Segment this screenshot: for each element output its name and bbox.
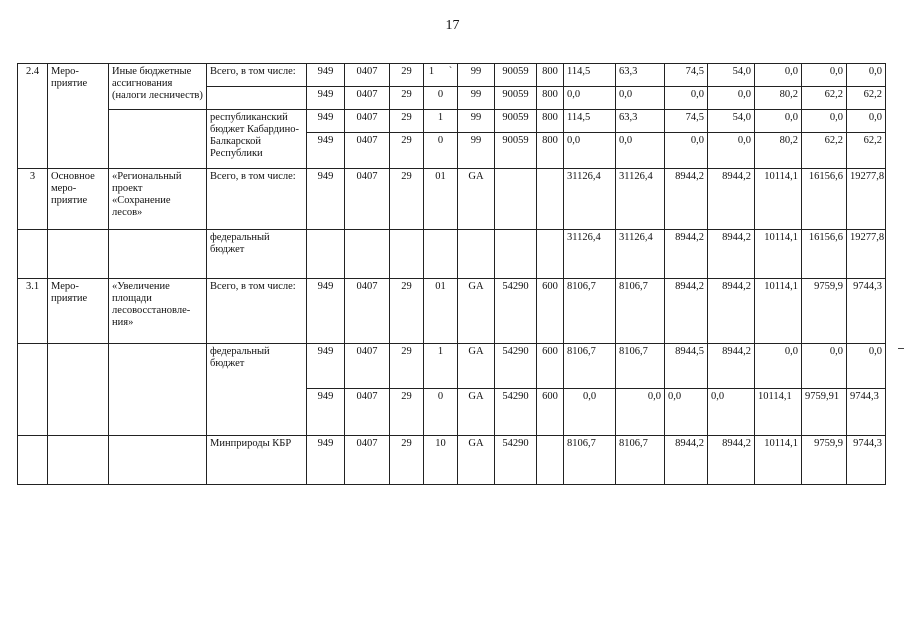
- table-row: [18, 230, 886, 279]
- value-cell: 9744,3: [847, 279, 886, 344]
- code-cell: 800: [537, 110, 564, 133]
- value-cell: 0,0: [616, 389, 665, 436]
- code-cell: 29: [390, 110, 424, 133]
- value-cell: 31126,4: [616, 230, 665, 279]
- code-cell: 0407: [345, 64, 390, 87]
- code-cell: GA: [458, 344, 495, 389]
- value-cell: 8944,2: [708, 169, 755, 230]
- value-cell: 63,3: [616, 110, 665, 133]
- code-cell: [307, 230, 345, 279]
- value-cell: 54,0: [708, 64, 755, 87]
- table-row: [18, 436, 886, 485]
- code-cell: 90059: [495, 133, 537, 169]
- value-cell: 80,2: [755, 133, 802, 169]
- code-cell: [495, 169, 537, 230]
- code-cell: 949: [307, 436, 345, 485]
- value-cell: 62,2: [847, 87, 886, 110]
- code-cell: 29: [390, 279, 424, 344]
- code-cell: 600: [537, 389, 564, 436]
- code-value: 1: [428, 66, 435, 77]
- value-cell: 63,3: [616, 64, 665, 87]
- budget-table: [17, 63, 886, 485]
- code-cell: [390, 230, 424, 279]
- row-number: [18, 344, 48, 436]
- value-cell: 0,0: [564, 133, 616, 169]
- value-cell: 114,5: [564, 64, 616, 87]
- value-cell: 0,0: [665, 133, 708, 169]
- code-cell: [495, 230, 537, 279]
- value-cell: 0,0: [802, 344, 847, 389]
- value-cell: 16156,6: [802, 230, 847, 279]
- funding-source: федеральный бюджет: [207, 344, 307, 436]
- code-cell: 800: [537, 64, 564, 87]
- table-row: [18, 64, 886, 87]
- value-cell: 8944,2: [665, 279, 708, 344]
- code-cell: GA: [458, 436, 495, 485]
- code-cell: 0: [424, 87, 458, 110]
- code-cell: 54290: [495, 344, 537, 389]
- value-cell: 8944,2: [665, 230, 708, 279]
- row-name: Иные бюджетные ассигнования (налоги лесничеств): [109, 64, 207, 110]
- code-cell: [345, 230, 390, 279]
- code-cell: 54290: [495, 279, 537, 344]
- value-cell: 9759,91: [802, 389, 847, 436]
- value-cell: 0,0: [755, 110, 802, 133]
- code-cell: GA: [458, 169, 495, 230]
- value-cell: 8106,7: [616, 279, 665, 344]
- value-cell: 31126,4: [564, 169, 616, 230]
- code-cell: 0407: [345, 110, 390, 133]
- code-cell: 29: [390, 344, 424, 389]
- funding-source: Минприроды КБР: [207, 436, 307, 485]
- row-number: 3.1: [18, 279, 48, 344]
- code-cell: 10: [424, 436, 458, 485]
- value-cell: 0,0: [847, 344, 886, 389]
- row-type: [48, 344, 109, 436]
- code-cell: 0407: [345, 87, 390, 110]
- value-cell: 8944,2: [708, 436, 755, 485]
- code-cell: [537, 230, 564, 279]
- code-cell: 90059: [495, 87, 537, 110]
- code-cell: GA: [458, 279, 495, 344]
- value-cell: 10114,1: [755, 436, 802, 485]
- code-cell: [458, 230, 495, 279]
- code-cell: 0407: [345, 389, 390, 436]
- code-cell: 54290: [495, 389, 537, 436]
- code-cell: 29: [390, 87, 424, 110]
- value-cell: 0,0: [847, 110, 886, 133]
- code-cell: 0407: [345, 344, 390, 389]
- value-cell: 9759,9: [802, 436, 847, 485]
- value-cell: 10114,1: [755, 389, 802, 436]
- code-cell: 949: [307, 389, 345, 436]
- margin-mark: [898, 348, 904, 349]
- value-cell: 8106,7: [564, 279, 616, 344]
- code-cell: 0407: [345, 169, 390, 230]
- value-cell: 0,0: [755, 344, 802, 389]
- code-cell: 800: [537, 133, 564, 169]
- value-cell: 8944,5: [665, 344, 708, 389]
- row-name: «Региональный проект «Сохранение лесов»: [109, 169, 207, 230]
- row-name: [109, 230, 207, 279]
- value-cell: 8944,2: [665, 436, 708, 485]
- value-cell: 62,2: [802, 133, 847, 169]
- value-cell: 0,0: [616, 133, 665, 169]
- code-cell: 600: [537, 279, 564, 344]
- value-cell: 10114,1: [755, 169, 802, 230]
- value-cell: 54,0: [708, 110, 755, 133]
- value-cell: 62,2: [847, 133, 886, 169]
- value-cell: 74,5: [665, 64, 708, 87]
- value-cell: 31126,4: [616, 169, 665, 230]
- value-cell: 8106,7: [616, 344, 665, 389]
- code-cell: 1: [424, 344, 458, 389]
- code-cell: 54290: [495, 436, 537, 485]
- funding-source: федеральный бюджет: [207, 230, 307, 279]
- code-cell: 0407: [345, 279, 390, 344]
- value-cell: 80,2: [755, 87, 802, 110]
- value-cell: 0,0: [564, 87, 616, 110]
- code-cell: 949: [307, 133, 345, 169]
- value-cell: 62,2: [802, 87, 847, 110]
- row-name: [109, 436, 207, 485]
- code-cell: 949: [307, 87, 345, 110]
- code-cell: 800: [537, 87, 564, 110]
- row-type: [48, 436, 109, 485]
- value-cell: 9744,3: [847, 436, 886, 485]
- value-cell: 0,0: [665, 87, 708, 110]
- value-cell: 74,5: [665, 110, 708, 133]
- code-cell: 949: [307, 279, 345, 344]
- funding-source: Всего, в том числе:: [207, 169, 307, 230]
- value-cell: 19277,8: [847, 169, 886, 230]
- value-cell: 8106,7: [564, 344, 616, 389]
- code-cell: 29: [390, 169, 424, 230]
- code-cell: 600: [537, 344, 564, 389]
- value-cell: 114,5: [564, 110, 616, 133]
- code-cell: 90059: [495, 110, 537, 133]
- row-number: [18, 436, 48, 485]
- code-cell: [424, 230, 458, 279]
- value-cell: 0,0: [708, 133, 755, 169]
- row-name: «Увеличение площади лесовосстановле-ния»: [109, 279, 207, 344]
- value-cell: 8944,2: [708, 230, 755, 279]
- value-cell: 31126,4: [564, 230, 616, 279]
- value-cell: 0,0: [802, 110, 847, 133]
- code-cell: GA: [458, 389, 495, 436]
- code-cell: 29: [390, 133, 424, 169]
- code-cell: 01: [424, 279, 458, 344]
- code-cell: 29: [390, 436, 424, 485]
- table-row: [18, 279, 886, 344]
- row-type: Основное меро- приятие: [48, 169, 109, 230]
- tick-mark: `: [448, 66, 453, 77]
- row-type: Меро- приятие: [48, 279, 109, 344]
- funding-source: республиканский бюджет Кабардино-Балкарской Республики: [207, 110, 307, 169]
- value-cell: 8944,2: [708, 344, 755, 389]
- value-cell: 0,0: [616, 87, 665, 110]
- value-cell: 9759,9: [802, 279, 847, 344]
- code-cell: 0: [424, 133, 458, 169]
- value-cell: 0,0: [755, 64, 802, 87]
- value-cell: 0,0: [847, 64, 886, 87]
- value-cell: 8944,2: [665, 169, 708, 230]
- value-cell: 9744,3: [847, 389, 886, 436]
- page-number: 17: [445, 18, 460, 33]
- value-cell: 0,0: [802, 64, 847, 87]
- code-cell: 99: [458, 133, 495, 169]
- table-row: [18, 169, 886, 230]
- code-cell: 01: [424, 169, 458, 230]
- row-name: [109, 344, 207, 436]
- value-cell: 10114,1: [755, 230, 802, 279]
- table-row: [18, 110, 886, 133]
- code-cell: 949: [307, 110, 345, 133]
- code-cell: 99: [458, 87, 495, 110]
- code-cell: 90059: [495, 64, 537, 87]
- value-cell: 0,0: [665, 389, 708, 436]
- row-number: 3: [18, 169, 48, 230]
- row-number: 2.4: [18, 64, 48, 169]
- code-cell: 29: [390, 64, 424, 87]
- code-cell: 1: [424, 110, 458, 133]
- funding-source: [207, 87, 307, 110]
- value-cell: 0,0: [708, 389, 755, 436]
- value-cell: 0,0: [564, 389, 616, 436]
- table-row: [18, 344, 886, 389]
- value-cell: 8944,2: [708, 279, 755, 344]
- funding-source: Всего, в том числе:: [207, 64, 307, 87]
- row-number: [18, 230, 48, 279]
- code-cell: 0: [424, 389, 458, 436]
- code-cell: 949: [307, 64, 345, 87]
- code-cell: 0407: [345, 133, 390, 169]
- code-cell: 949: [307, 169, 345, 230]
- value-cell: 19277,8: [847, 230, 886, 279]
- row-type: Меро- приятие: [48, 64, 109, 169]
- code-cell: 99: [458, 64, 495, 87]
- code-cell: 29: [390, 389, 424, 436]
- value-cell: 16156,6: [802, 169, 847, 230]
- value-cell: 8106,7: [564, 436, 616, 485]
- code-cell: [424, 64, 458, 87]
- code-cell: [537, 169, 564, 230]
- value-cell: 10114,1: [755, 279, 802, 344]
- row-name: [109, 110, 207, 169]
- code-cell: 99: [458, 110, 495, 133]
- value-cell: 8106,7: [616, 436, 665, 485]
- value-cell: 0,0: [708, 87, 755, 110]
- funding-source: Всего, в том числе:: [207, 279, 307, 344]
- row-type: [48, 230, 109, 279]
- code-cell: 0407: [345, 436, 390, 485]
- code-cell: 949: [307, 344, 345, 389]
- code-cell: [537, 436, 564, 485]
